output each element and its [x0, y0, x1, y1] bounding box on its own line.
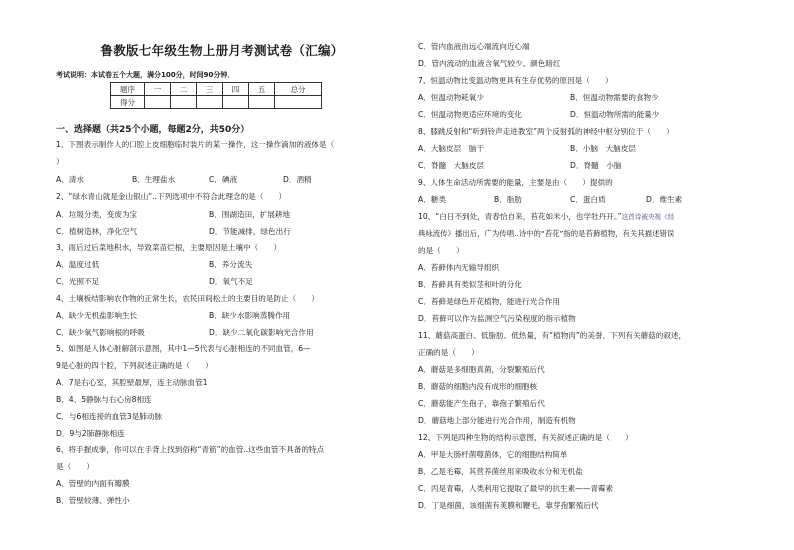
option[interactable]: D．氧气不足 [209, 277, 253, 286]
question-text: 9是心脏的四个腔，下列叙述正确的是（ ） [56, 361, 213, 370]
question-text: 典咏流传》播出后，广为传唱..诗中的“苔花”指的是苔藓植物，有关其描述错误 [418, 229, 675, 238]
question-text: 11、蘑菇高蛋白、低脂肪、低热量，有“植物肉”的美誉．下列有关蘑菇的叙述， [418, 331, 687, 340]
question-text: ） [56, 157, 64, 166]
question-text: 的是（ ） [418, 246, 464, 255]
option[interactable]: C．脊髓 大脑皮层 [418, 161, 485, 170]
question-text: 3、雨后过后菜地积水，导致菜苗烂根，主要原因是土壤中（ ） [56, 243, 282, 252]
page-title: 鲁教版七年级生物上册月考测试卷（汇编） [100, 43, 344, 58]
option[interactable]: A．温度过低 [56, 260, 100, 269]
option[interactable]: A．7是右心室，其腔壁最厚，连主动脉血管1 [56, 378, 208, 387]
option[interactable]: B．围湖造田，扩展耕地 [209, 210, 291, 219]
option[interactable]: A．垃圾分类，变废为宝 [56, 210, 138, 219]
option[interactable]: D．丁是细菌，该细菌有荚膜和鞭毛，靠芽孢繁殖后代 [418, 501, 599, 510]
score-cell: 一 [145, 83, 171, 96]
option[interactable]: D．维生素 [646, 195, 683, 204]
score-cell: 二 [171, 83, 197, 96]
option[interactable]: C．与6相连接的血管3是肺动脉 [56, 412, 163, 421]
score-cell: 总分 [275, 83, 322, 96]
option[interactable]: B．蘑菇的细胞内没有成形的细胞核 [418, 382, 538, 391]
score-input[interactable] [197, 96, 223, 109]
option[interactable]: D．恒温动物所需的能量少 [570, 110, 660, 119]
option[interactable]: B．恒温动物需要的食物少 [570, 93, 659, 102]
score-input[interactable] [275, 96, 322, 109]
option[interactable]: B．小脑 大脑皮层 [570, 144, 636, 153]
score-cell: 三 [197, 83, 223, 96]
question-text: 9、人体生命活动所需要的能量，主要是由（ ）提供的 [418, 178, 613, 187]
score-cell: 五 [249, 83, 275, 96]
option[interactable]: B．脂肪 [494, 195, 522, 204]
option[interactable]: A．管壁的内面有瓣膜 [56, 479, 130, 488]
exam-note: 考试说明：本试卷五个大题，满分100分，时间90分钟． [56, 71, 235, 79]
option[interactable]: A．苔藓体内无输导组织 [418, 263, 500, 272]
option[interactable]: B．管壁较薄、弹性小 [56, 496, 130, 505]
score-value-row [111, 96, 322, 109]
question-text-part: 10、“白日不到处，青春恰自来，苔花如米小，也学牡丹开。” [418, 212, 622, 221]
option[interactable]: C．丙是青霉，人类利用它提取了最早的抗生素——青霉素 [418, 484, 614, 493]
option[interactable]: B．缺少水影响蒸腾作用 [209, 311, 291, 320]
score-input[interactable] [171, 96, 197, 109]
option[interactable]: C．苔藓是绿色开花植物，能进行光合作用 [418, 297, 560, 306]
score-cell: 题序 [111, 83, 145, 96]
question-text: 12、下列是四种生物的结构示意图，有关叙述正确的是（ ） [418, 433, 633, 442]
option[interactable]: D．管内流动的血液含氧气较少、颜色暗红 [418, 59, 561, 68]
score-cell: 四 [223, 83, 249, 96]
score-input[interactable] [145, 96, 171, 109]
option[interactable]: A．缺少无机盐影响生长 [56, 311, 138, 320]
score-cell: 得分 [111, 96, 145, 109]
option[interactable]: D．节能减排，绿色出行 [209, 227, 291, 236]
option[interactable]: B．生理盐水 [132, 175, 176, 184]
question-text-part: 这首诗被央视《经 [621, 213, 675, 221]
question-text: 2、“绿水青山就是金山银山”..下列选项中不符合此理念的是（ ） [56, 192, 287, 201]
score-header-row [111, 83, 322, 96]
score-input[interactable] [223, 96, 249, 109]
score-input[interactable] [249, 96, 275, 109]
option[interactable]: C．蛋白质 [570, 195, 606, 204]
option[interactable]: D．脊髓 小脑 [570, 161, 622, 170]
question-text: 6、将手握成拳，你可以在手背上找到俗称“青筋”的血管..这些血管不具备的特点 [56, 445, 325, 454]
option[interactable]: A．蘑菇是多细胞真菌，分裂繁殖后代 [418, 365, 545, 374]
option[interactable]: A．糖类 [418, 195, 446, 204]
option[interactable]: D．苔藓可以作为监测空气污染程度的指示植物 [418, 314, 576, 323]
question-text: 是（ ） [56, 462, 94, 471]
option[interactable]: C．管内血液由远心端流向近心端 [418, 42, 530, 51]
option[interactable]: A．恒温动物耗氧少 [418, 93, 484, 102]
question-text: 1、下图表示制作人的口腔上皮细胞临时装片的某一操作，这一操作滴加的液体是（ [56, 140, 335, 149]
question-text [418, 212, 674, 222]
option[interactable]: D．酒精 [283, 175, 312, 184]
option[interactable]: A．清水 [56, 175, 84, 184]
section-heading: 一、选择题（共25个小题，每题2分，共50分） [56, 125, 250, 135]
option[interactable]: D．缺少二氧化碳影响光合作用 [209, 328, 314, 337]
question-text: 7、恒温动物比变温动物更具有生存优势的原因是（ ） [418, 76, 613, 85]
option[interactable]: B．苔藓具有类似茎和叶的分化 [418, 280, 522, 289]
option[interactable]: C．缺少氧气影响根的呼吸 [56, 328, 145, 337]
question-text: 8、膝跳反射和“听到铃声走进教室”两个反射弧的神经中枢分别位于（ ） [418, 127, 674, 136]
question-text: 4、土壤板结影响农作物的正常生长，农民田间松土的主要目的是防止（ ） [56, 294, 320, 303]
option[interactable]: C．恒温动物更适应环境的变化 [418, 110, 523, 119]
option[interactable]: B．养分流失 [209, 260, 253, 269]
score-table [110, 82, 322, 109]
option[interactable]: D．9与2肺静脉相连 [56, 429, 125, 438]
option[interactable]: C．植树造林，净化空气 [56, 227, 138, 236]
option[interactable]: C．碘液 [209, 175, 238, 184]
option[interactable]: C．蘑菇能产生孢子，靠孢子繁殖后代 [418, 399, 545, 408]
option[interactable]: B．乙是毛霉，其营养菌丝用来吸收水分和无机盐 [418, 467, 583, 476]
question-text: 正确的是（ ） [418, 348, 479, 357]
option[interactable]: A．大脑皮层 脑干 [418, 144, 484, 153]
option[interactable]: B．4、5静脉与右心房8相连 [56, 395, 152, 404]
option[interactable]: A．甲是大肠杆菌噬菌体，它的细胞结构简单 [418, 450, 568, 459]
question-text: 5、如图是人体心脏解剖示意图，其中1—5代表与心脏相连的不同血管，6— [56, 344, 311, 353]
option[interactable]: D．蘑菇地上部分能进行光合作用，制造有机物 [418, 416, 576, 425]
option[interactable]: C．光照不足 [56, 277, 100, 286]
